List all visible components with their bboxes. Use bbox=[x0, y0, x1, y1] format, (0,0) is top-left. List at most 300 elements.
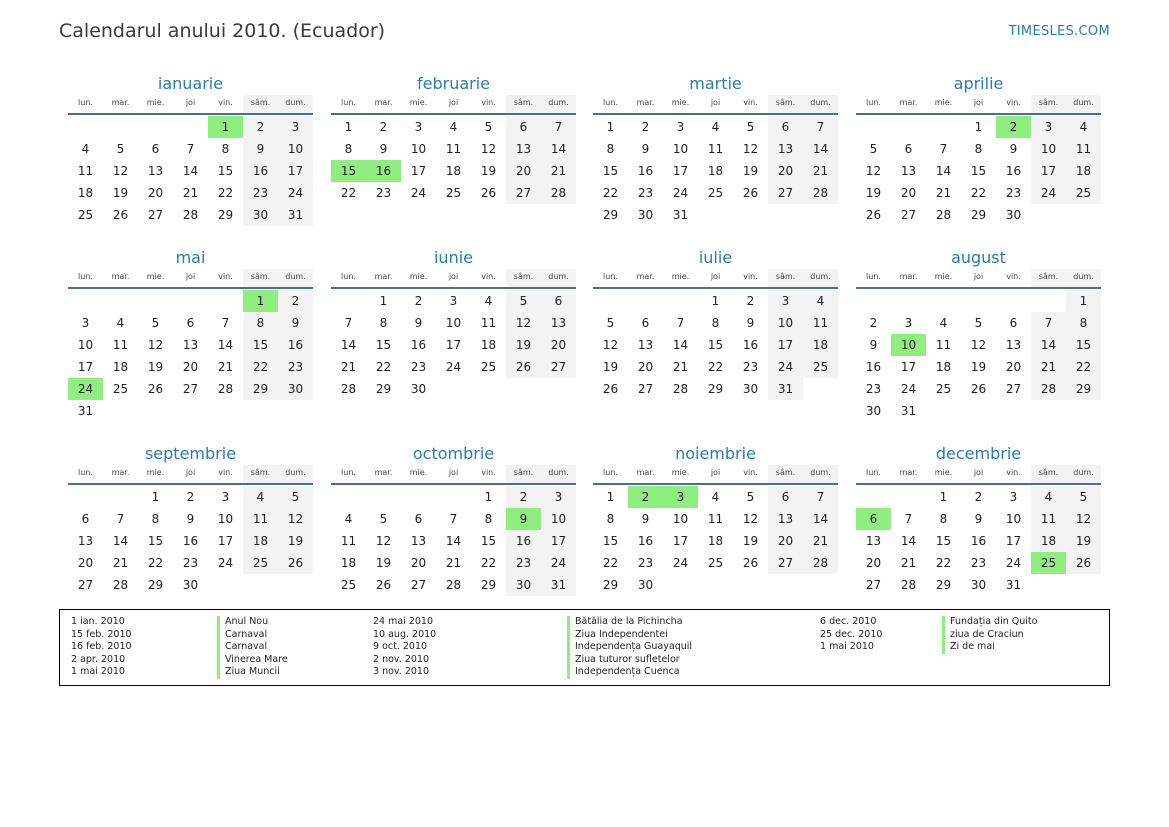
day-cell: 18 bbox=[480, 338, 497, 352]
weekday-label: lun. bbox=[603, 272, 618, 281]
weekday-label: dum. bbox=[278, 269, 313, 287]
day-cell: 4 bbox=[484, 294, 493, 308]
legend-holiday-name: Bătălia de la Pichincha bbox=[567, 616, 692, 629]
month-iulie bbox=[593, 247, 838, 400]
month-name: aprilie bbox=[953, 74, 1004, 93]
day-cell: 5 bbox=[278, 486, 313, 508]
day-grid bbox=[331, 485, 576, 596]
weekday-label: mar. bbox=[111, 272, 130, 281]
weekday-label: mie. bbox=[146, 98, 165, 107]
weekday-label: mar. bbox=[374, 98, 393, 107]
day-cell: 7 bbox=[904, 512, 913, 526]
weekday-label: sâm. bbox=[1031, 95, 1066, 113]
legend-holiday-name: Independența Guayaquil bbox=[567, 641, 692, 654]
weekday-label: mar. bbox=[374, 468, 393, 477]
empty-cell bbox=[891, 116, 926, 138]
day-cell: 1 bbox=[939, 490, 948, 504]
day-cell: 17 bbox=[217, 534, 234, 548]
weekday-label: lun. bbox=[603, 98, 618, 107]
day-cell: 29 bbox=[147, 578, 164, 592]
day-cell: 15 bbox=[707, 338, 724, 352]
day-cell: 7 bbox=[676, 316, 685, 330]
day-cell: 30 bbox=[1005, 208, 1022, 222]
weekday-label: sâm. bbox=[506, 269, 541, 287]
day-cell: 12 bbox=[147, 338, 164, 352]
weekday-header bbox=[331, 95, 576, 115]
month-mai bbox=[68, 247, 313, 422]
day-cell: 29 bbox=[217, 208, 234, 222]
day-cell: 4 bbox=[449, 120, 458, 134]
day-cell: 25 bbox=[243, 552, 278, 574]
day-cell: 26 bbox=[375, 578, 392, 592]
day-cell: 13 bbox=[541, 312, 576, 334]
day-cell: 16 bbox=[970, 534, 987, 548]
day-cell: 19 bbox=[970, 360, 987, 374]
day-cell: 28 bbox=[541, 182, 576, 204]
day-cell: 23 bbox=[182, 556, 199, 570]
weekday-label: sâm. bbox=[243, 269, 278, 287]
day-grid bbox=[593, 115, 838, 226]
site-link[interactable]: TIMESLES.COM bbox=[1008, 24, 1110, 39]
day-cell: 30 bbox=[506, 574, 541, 596]
day-cell: 1 bbox=[711, 294, 720, 308]
empty-cell bbox=[138, 290, 173, 312]
day-cell: 14 bbox=[445, 534, 462, 548]
day-cell: 20 bbox=[541, 334, 576, 356]
legend-holiday-name: ziua de Craciun bbox=[942, 629, 1037, 642]
day-cell: 30 bbox=[742, 382, 759, 396]
day-cell: 12 bbox=[602, 338, 619, 352]
day-cell: 11 bbox=[112, 338, 129, 352]
day-cell: 25 bbox=[803, 356, 838, 378]
day-cell: 27 bbox=[768, 552, 803, 574]
day-cell: 15 bbox=[935, 534, 952, 548]
empty-cell bbox=[663, 290, 698, 312]
month-name: mai bbox=[175, 248, 206, 267]
day-cell: 21 bbox=[182, 186, 199, 200]
day-cell: 8 bbox=[151, 512, 160, 526]
day-cell: 25 bbox=[445, 186, 462, 200]
day-cell: 16 bbox=[410, 338, 427, 352]
day-cell: 11 bbox=[707, 142, 724, 156]
day-cell: 24 bbox=[1031, 182, 1066, 204]
weekday-label: lun. bbox=[866, 98, 881, 107]
day-cell: 26 bbox=[278, 552, 313, 574]
month-martie bbox=[593, 73, 838, 226]
day-grid bbox=[331, 115, 576, 204]
weekday-label: mar. bbox=[636, 468, 655, 477]
day-cell: 12 bbox=[1066, 508, 1101, 530]
legend-holiday-name: Zi de mai bbox=[942, 641, 1037, 654]
day-cell: 15 bbox=[147, 534, 164, 548]
day-cell: 30 bbox=[243, 204, 278, 226]
month-name: septembrie bbox=[144, 444, 237, 463]
weekday-label: dum. bbox=[541, 95, 576, 113]
day-cell: 27 bbox=[506, 182, 541, 204]
weekday-label: sâm. bbox=[1031, 269, 1066, 287]
day-cell: 26 bbox=[147, 382, 164, 396]
day-cell: 2 bbox=[746, 294, 755, 308]
day-cell: 1 bbox=[151, 490, 160, 504]
day-cell: 9 bbox=[243, 138, 278, 160]
day-cell: 23 bbox=[243, 182, 278, 204]
weekday-label: sâm. bbox=[768, 269, 803, 287]
day-cell: 28 bbox=[182, 208, 199, 222]
day-cell: 19 bbox=[375, 556, 392, 570]
holiday-day-cell: 1 bbox=[243, 290, 278, 312]
day-cell: 28 bbox=[217, 382, 234, 396]
day-cell: 22 bbox=[707, 360, 724, 374]
day-cell: 8 bbox=[243, 312, 278, 334]
day-cell: 2 bbox=[186, 490, 195, 504]
day-cell: 1 bbox=[484, 490, 493, 504]
day-cell: 4 bbox=[711, 490, 720, 504]
day-cell: 30 bbox=[970, 578, 987, 592]
day-cell: 21 bbox=[445, 556, 462, 570]
empty-cell bbox=[961, 290, 996, 312]
empty-cell bbox=[68, 486, 103, 508]
day-cell: 30 bbox=[637, 208, 654, 222]
day-cell: 25 bbox=[1066, 182, 1101, 204]
holiday-legend bbox=[59, 609, 1110, 686]
weekday-label: vin. bbox=[1006, 272, 1021, 281]
weekday-label: mie. bbox=[409, 98, 428, 107]
legend-dates-column bbox=[71, 616, 132, 679]
day-cell: 16 bbox=[243, 160, 278, 182]
legend-date: 16 feb. 2010 bbox=[71, 641, 132, 652]
day-cell: 5 bbox=[606, 316, 615, 330]
legend-date: 1 ian. 2010 bbox=[71, 616, 125, 627]
weekday-header bbox=[68, 465, 313, 485]
day-cell: 20 bbox=[410, 556, 427, 570]
day-cell: 23 bbox=[637, 556, 654, 570]
day-cell: 17 bbox=[672, 164, 689, 178]
day-cell: 21 bbox=[900, 556, 917, 570]
legend-holiday-name: Vinerea Mare bbox=[217, 654, 288, 667]
day-cell: 6 bbox=[81, 512, 90, 526]
day-cell: 13 bbox=[637, 338, 654, 352]
day-cell: 23 bbox=[506, 552, 541, 574]
day-cell: 29 bbox=[707, 382, 724, 396]
day-cell: 19 bbox=[112, 186, 129, 200]
day-cell: 13 bbox=[147, 164, 164, 178]
day-cell: 7 bbox=[939, 142, 948, 156]
day-cell: 8 bbox=[484, 512, 493, 526]
day-cell: 18 bbox=[1031, 530, 1066, 552]
legend-names-column bbox=[942, 616, 1037, 654]
legend-holiday-name: Ziua Independentei bbox=[567, 629, 692, 642]
day-grid bbox=[856, 485, 1101, 596]
month-name: noiembrie bbox=[675, 444, 756, 463]
day-cell: 25 bbox=[480, 360, 497, 374]
holiday-day-cell: 25 bbox=[1031, 552, 1066, 574]
empty-cell bbox=[628, 290, 663, 312]
day-cell: 20 bbox=[182, 360, 199, 374]
day-cell: 11 bbox=[1066, 138, 1101, 160]
day-cell: 19 bbox=[742, 164, 759, 178]
month-name: decembrie bbox=[935, 444, 1022, 463]
day-cell: 18 bbox=[1066, 160, 1101, 182]
day-cell: 5 bbox=[116, 142, 125, 156]
weekday-label: lun. bbox=[603, 468, 618, 477]
day-cell: 3 bbox=[1031, 116, 1066, 138]
empty-cell bbox=[68, 290, 103, 312]
day-cell: 26 bbox=[602, 382, 619, 396]
legend-holiday-name: Carnaval bbox=[217, 629, 288, 642]
weekday-header bbox=[593, 269, 838, 289]
weekday-label: vin. bbox=[218, 98, 233, 107]
weekday-label: mar. bbox=[899, 272, 918, 281]
weekday-label: mie. bbox=[934, 98, 953, 107]
day-cell: 31 bbox=[541, 574, 576, 596]
day-cell: 31 bbox=[77, 404, 94, 418]
day-cell: 18 bbox=[77, 186, 94, 200]
day-cell: 10 bbox=[445, 316, 462, 330]
holiday-day-cell: 2 bbox=[628, 486, 663, 508]
weekday-label: vin. bbox=[743, 272, 758, 281]
legend-date: 3 nov. 2010 bbox=[373, 666, 429, 677]
day-cell: 21 bbox=[1031, 356, 1066, 378]
day-cell: 2 bbox=[243, 116, 278, 138]
day-cell: 24 bbox=[672, 186, 689, 200]
day-cell: 8 bbox=[974, 142, 983, 156]
day-cell: 3 bbox=[541, 486, 576, 508]
day-cell: 23 bbox=[637, 186, 654, 200]
month-ianuarie bbox=[68, 73, 313, 226]
day-cell: 27 bbox=[768, 182, 803, 204]
day-cell: 17 bbox=[768, 334, 803, 356]
empty-cell bbox=[331, 486, 366, 508]
day-cell: 29 bbox=[480, 578, 497, 592]
holiday-day-cell: 16 bbox=[366, 160, 401, 182]
empty-cell bbox=[138, 116, 173, 138]
day-cell: 19 bbox=[506, 334, 541, 356]
holiday-day-cell: 24 bbox=[68, 378, 103, 400]
day-cell: 23 bbox=[410, 360, 427, 374]
empty-cell bbox=[856, 290, 891, 312]
weekday-label: dum. bbox=[1066, 465, 1101, 483]
weekday-label: vin. bbox=[1006, 468, 1021, 477]
day-cell: 12 bbox=[112, 164, 129, 178]
day-cell: 10 bbox=[77, 338, 94, 352]
day-cell: 17 bbox=[541, 530, 576, 552]
day-cell: 6 bbox=[506, 116, 541, 138]
day-cell: 23 bbox=[742, 360, 759, 374]
weekday-label: sâm. bbox=[506, 465, 541, 483]
day-cell: 7 bbox=[803, 116, 838, 138]
day-cell: 23 bbox=[865, 382, 882, 396]
weekday-label: mar. bbox=[636, 98, 655, 107]
day-cell: 21 bbox=[803, 160, 838, 182]
weekday-label: sâm. bbox=[243, 95, 278, 113]
day-cell: 8 bbox=[711, 316, 720, 330]
day-cell: 5 bbox=[746, 490, 755, 504]
day-cell: 19 bbox=[480, 164, 497, 178]
day-cell: 25 bbox=[340, 578, 357, 592]
day-cell: 14 bbox=[182, 164, 199, 178]
legend-date: 2 apr. 2010 bbox=[71, 653, 126, 665]
day-cell: 14 bbox=[340, 338, 357, 352]
day-cell: 11 bbox=[935, 338, 952, 352]
month-decembrie bbox=[856, 443, 1101, 596]
day-cell: 20 bbox=[147, 186, 164, 200]
day-cell: 28 bbox=[112, 578, 129, 592]
day-cell: 7 bbox=[1031, 312, 1066, 334]
day-cell: 12 bbox=[742, 512, 759, 526]
day-cell: 26 bbox=[506, 356, 541, 378]
day-cell: 31 bbox=[278, 204, 313, 226]
day-cell: 5 bbox=[974, 316, 983, 330]
day-cell: 19 bbox=[602, 360, 619, 374]
day-cell: 4 bbox=[1066, 116, 1101, 138]
legend-date: 2 nov. 2010 bbox=[373, 653, 429, 665]
weekday-label: joi bbox=[185, 468, 196, 477]
day-cell: 26 bbox=[112, 208, 129, 222]
day-cell: 11 bbox=[340, 534, 357, 548]
empty-cell bbox=[926, 290, 961, 312]
day-cell: 25 bbox=[112, 382, 129, 396]
day-cell: 22 bbox=[970, 186, 987, 200]
day-cell: 21 bbox=[935, 186, 952, 200]
day-cell: 14 bbox=[803, 508, 838, 530]
day-cell: 29 bbox=[602, 208, 619, 222]
day-cell: 22 bbox=[935, 556, 952, 570]
empty-cell bbox=[1031, 290, 1066, 312]
day-cell: 13 bbox=[77, 534, 94, 548]
weekday-label: dum. bbox=[541, 269, 576, 287]
day-cell: 16 bbox=[506, 530, 541, 552]
day-cell: 6 bbox=[641, 316, 650, 330]
month-name: august bbox=[951, 248, 1006, 267]
day-cell: 27 bbox=[637, 382, 654, 396]
day-cell: 12 bbox=[375, 534, 392, 548]
weekday-header bbox=[856, 269, 1101, 289]
legend-holiday-name: Ziua tuturor sufletelor bbox=[567, 654, 692, 667]
empty-cell bbox=[891, 486, 926, 508]
day-cell: 3 bbox=[1009, 490, 1018, 504]
weekday-label: vin. bbox=[743, 468, 758, 477]
day-cell: 16 bbox=[637, 164, 654, 178]
holiday-day-cell: 2 bbox=[996, 116, 1031, 138]
day-cell: 3 bbox=[768, 290, 803, 312]
legend-holiday-name: Independența Cuenca bbox=[567, 666, 692, 679]
weekday-label: joi bbox=[710, 272, 721, 281]
weekday-label: joi bbox=[710, 468, 721, 477]
day-cell: 13 bbox=[865, 534, 882, 548]
day-cell: 15 bbox=[602, 534, 619, 548]
weekday-label: dum. bbox=[803, 269, 838, 287]
day-cell: 2 bbox=[278, 290, 313, 312]
day-cell: 15 bbox=[217, 164, 234, 178]
day-cell: 14 bbox=[672, 338, 689, 352]
day-cell: 22 bbox=[147, 556, 164, 570]
day-cell: 6 bbox=[151, 142, 160, 156]
day-cell: 14 bbox=[935, 164, 952, 178]
day-cell: 10 bbox=[410, 142, 427, 156]
day-cell: 14 bbox=[900, 534, 917, 548]
day-cell: 29 bbox=[602, 578, 619, 592]
weekday-label: joi bbox=[973, 98, 984, 107]
day-cell: 22 bbox=[340, 186, 357, 200]
day-cell: 21 bbox=[217, 360, 234, 374]
day-cell: 8 bbox=[344, 142, 353, 156]
day-cell: 22 bbox=[602, 556, 619, 570]
day-grid bbox=[856, 115, 1101, 226]
day-cell: 24 bbox=[672, 556, 689, 570]
day-cell: 30 bbox=[410, 382, 427, 396]
day-cell: 15 bbox=[1066, 334, 1101, 356]
day-cell: 26 bbox=[970, 382, 987, 396]
empty-cell bbox=[856, 116, 891, 138]
day-cell: 21 bbox=[541, 160, 576, 182]
day-cell: 22 bbox=[217, 186, 234, 200]
weekday-label: vin. bbox=[218, 272, 233, 281]
day-cell: 10 bbox=[1005, 512, 1022, 526]
day-cell: 28 bbox=[672, 382, 689, 396]
legend-holiday-name: Fundația din Quito bbox=[942, 616, 1037, 629]
day-cell: 11 bbox=[707, 512, 724, 526]
day-cell: 12 bbox=[970, 338, 987, 352]
day-cell: 18 bbox=[340, 556, 357, 570]
month-name: iunie bbox=[433, 248, 473, 267]
weekday-header bbox=[68, 95, 313, 115]
month-februarie bbox=[331, 73, 576, 204]
weekday-label: dum. bbox=[1066, 269, 1101, 287]
holiday-day-cell: 15 bbox=[331, 160, 366, 182]
day-cell: 28 bbox=[803, 182, 838, 204]
day-cell: 13 bbox=[182, 338, 199, 352]
day-cell: 11 bbox=[77, 164, 94, 178]
legend-holiday-name: Carnaval bbox=[217, 641, 288, 654]
day-cell: 6 bbox=[904, 142, 913, 156]
day-cell: 8 bbox=[1066, 312, 1101, 334]
day-cell: 9 bbox=[379, 142, 388, 156]
empty-cell bbox=[856, 486, 891, 508]
day-cell: 31 bbox=[768, 378, 803, 400]
day-cell: 11 bbox=[1031, 508, 1066, 530]
day-cell: 29 bbox=[1066, 378, 1101, 400]
day-cell: 30 bbox=[865, 404, 882, 418]
day-cell: 23 bbox=[1005, 186, 1022, 200]
weekday-label: dum. bbox=[803, 95, 838, 113]
day-cell: 18 bbox=[243, 530, 278, 552]
day-cell: 3 bbox=[81, 316, 90, 330]
month-name: iulie bbox=[698, 248, 733, 267]
weekday-label: mie. bbox=[671, 272, 690, 281]
day-cell: 13 bbox=[900, 164, 917, 178]
day-cell: 29 bbox=[970, 208, 987, 222]
day-cell: 18 bbox=[707, 164, 724, 178]
day-cell: 17 bbox=[410, 164, 427, 178]
day-cell: 14 bbox=[803, 138, 838, 160]
empty-cell bbox=[366, 486, 401, 508]
day-cell: 12 bbox=[865, 164, 882, 178]
day-cell: 15 bbox=[970, 164, 987, 178]
day-cell: 6 bbox=[1009, 316, 1018, 330]
weekday-label: joi bbox=[973, 272, 984, 281]
legend-holiday-name: Anul Nou bbox=[217, 616, 288, 629]
day-cell: 10 bbox=[1031, 138, 1066, 160]
empty-cell bbox=[103, 116, 138, 138]
day-cell: 15 bbox=[480, 534, 497, 548]
day-cell: 18 bbox=[112, 360, 129, 374]
weekday-label: mie. bbox=[146, 272, 165, 281]
day-cell: 8 bbox=[939, 512, 948, 526]
day-cell: 28 bbox=[340, 382, 357, 396]
day-cell: 11 bbox=[480, 316, 497, 330]
day-cell: 24 bbox=[768, 356, 803, 378]
day-cell: 14 bbox=[112, 534, 129, 548]
